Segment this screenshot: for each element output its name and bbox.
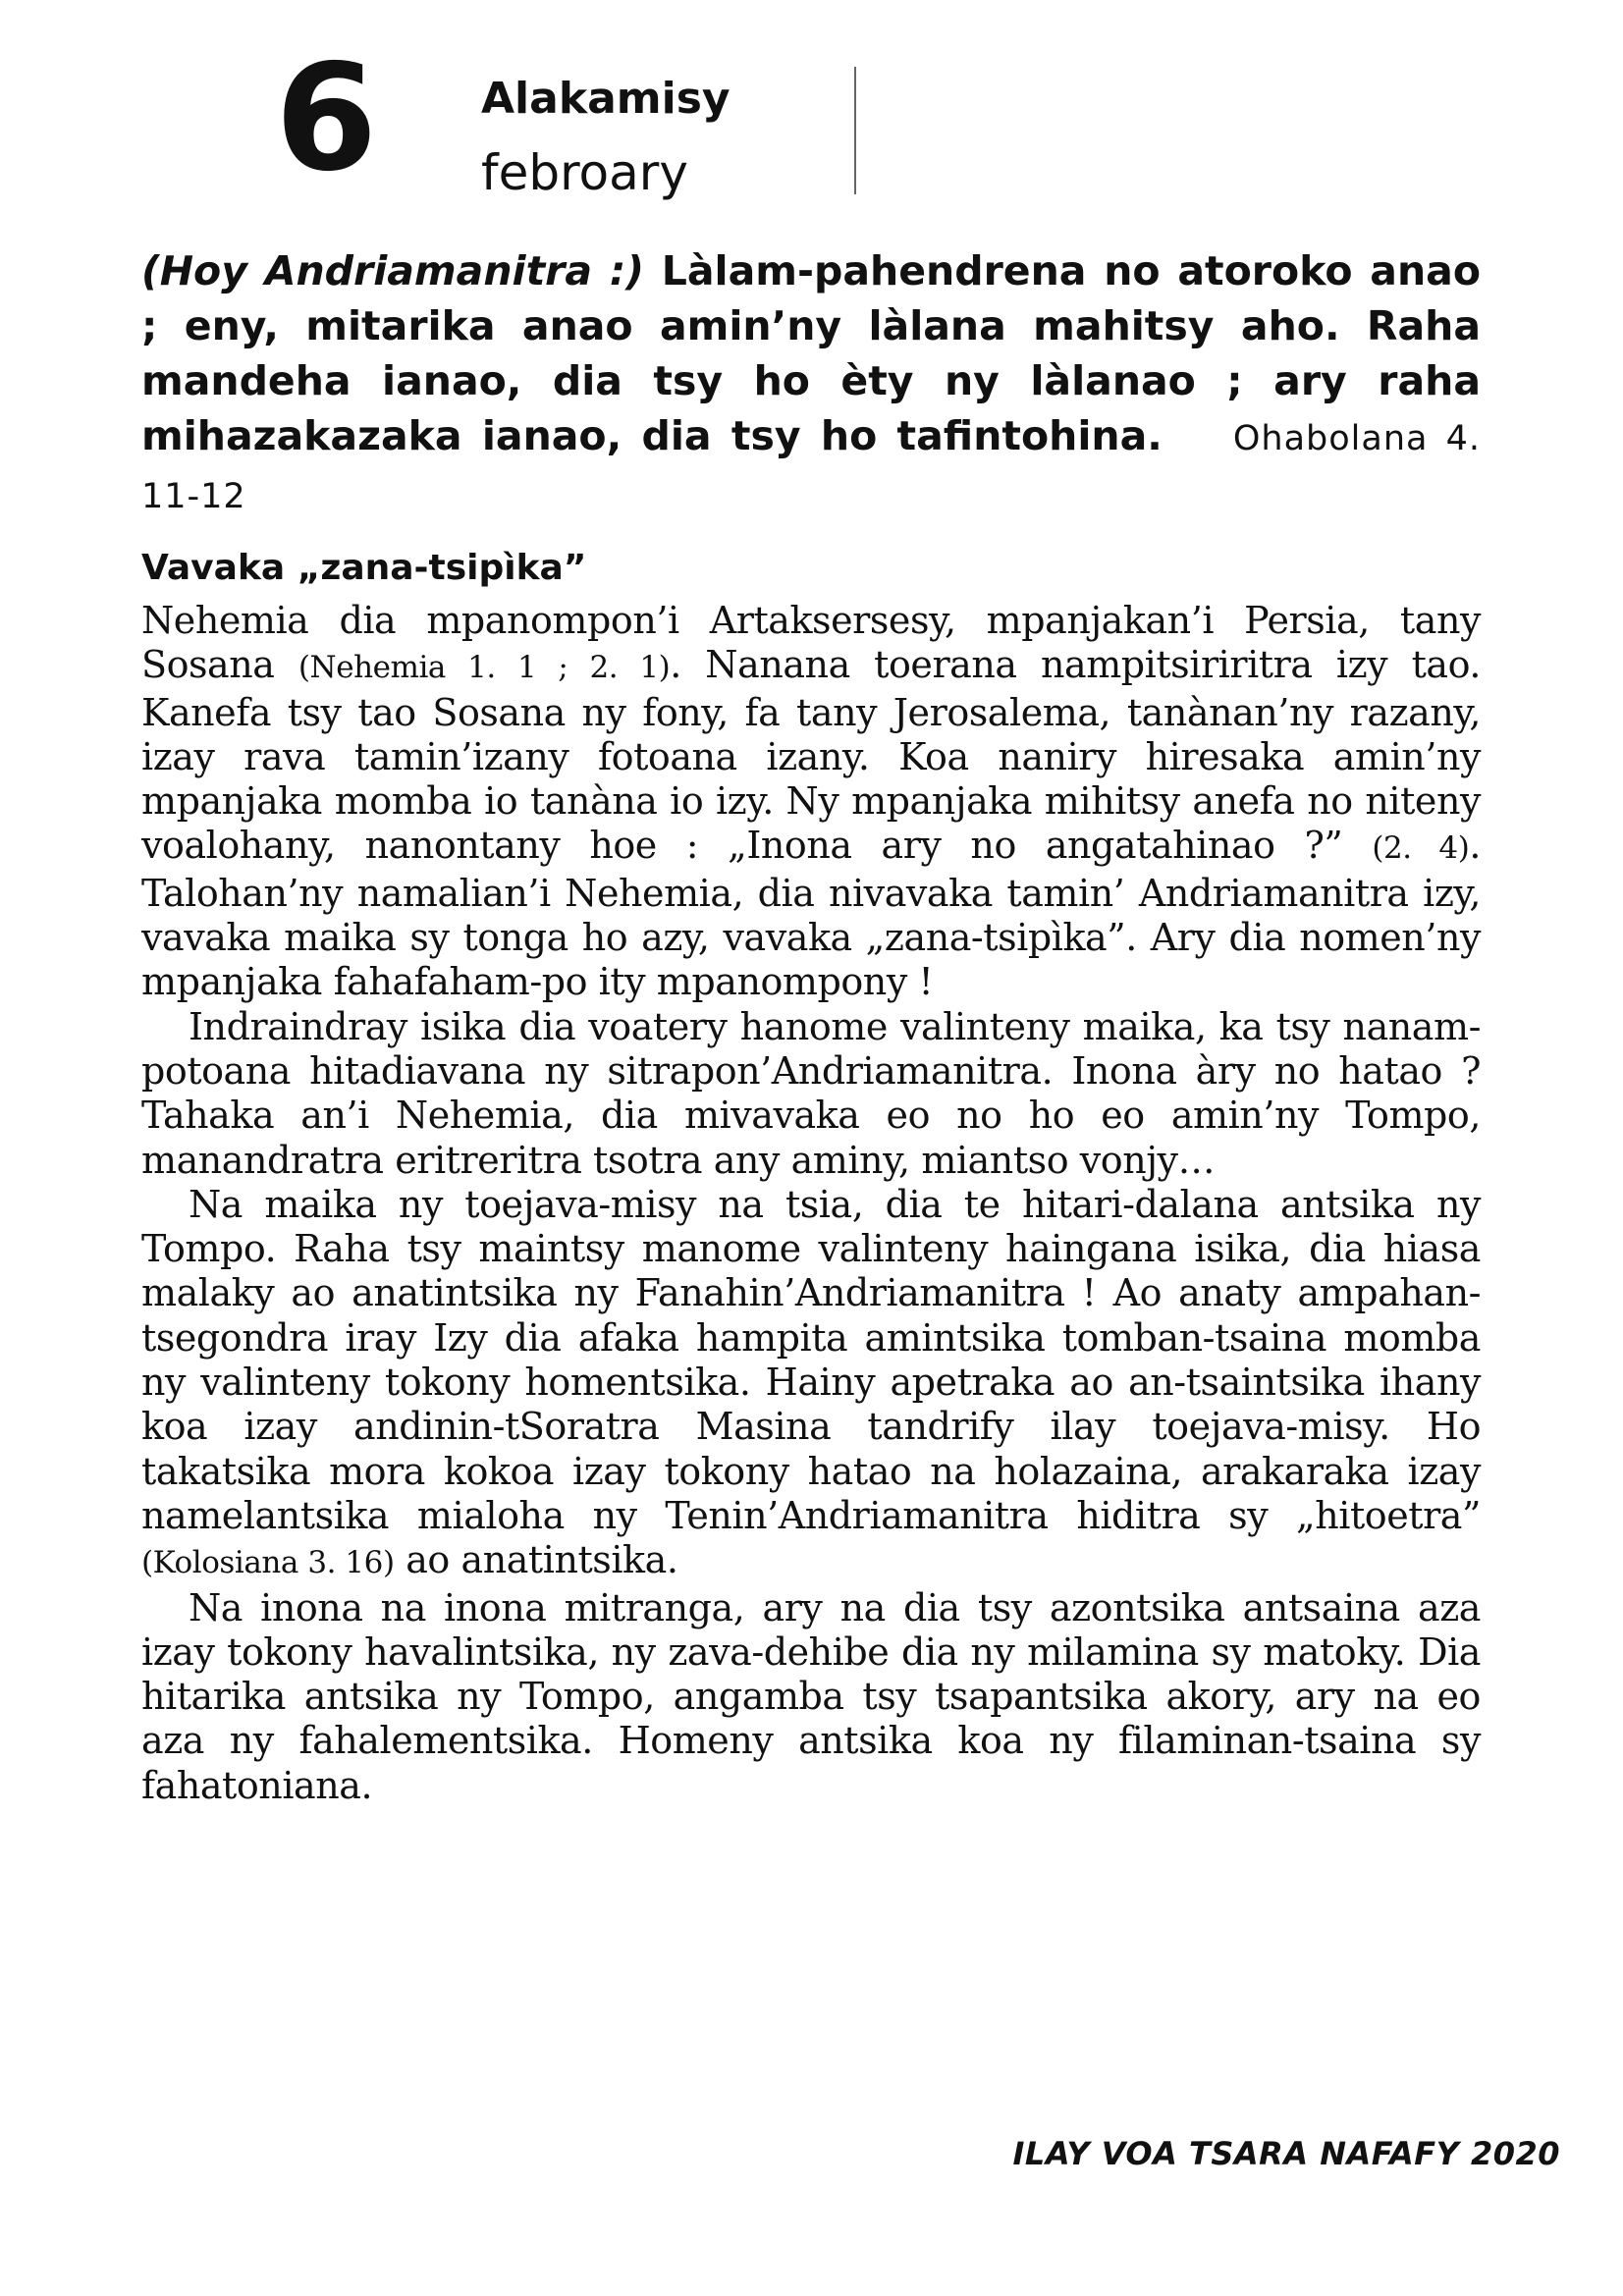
paragraph-2: Indraindray isika dia voatery hanome valinteny maika, ka tsy nanam-potoana hitadiavana ny sitrapon’Andriamanitra. Inona àry no hatao ? Tahaka an’i Nehemia, dia mivavaka eo no ho eo amin’ny Tompo, manandratra eritreritra tsotra any aminy, miantso vonjy…	[141, 1004, 1481, 1182]
day-number: 6	[275, 33, 374, 204]
verse-reference: Ohabolana 4. 11-12	[141, 419, 1482, 516]
paragraph-3	[141, 1183, 1481, 1586]
scripture-ref: (Nehemia 1. 1 ; 2. 1)	[298, 650, 671, 686]
paragraph-text: Na maika ny toejava-misy na tsia, dia te hitari-dalana antsika ny Tompo. Raha tsy maintsy manome valinteny haingana isika, dia hiasa malaky ao anatintsika ny Fanahin’Andriamanitra ! Ao anaty ampahan-tsegondra iray Izy dia afaka hampita amintsika tomban-tsaina momba ny valinteny tokony homentsika. Hainy apetraka ao an-tsaintsika ihany koa izay andinin-tSoratra Masina tandrify ilay toejava-misy. Ho takatsika mora kokoa izay tokony hatao na holazaina, arakaraka izay namelantsika mialoha ny Tenin’Andriamanitra hiditra sy „hitoetra”	[141, 1182, 1481, 1537]
weekday-label: Alakamisy	[481, 74, 730, 124]
paragraph-text: . Talohan’ny namalian’i Nehemia, dia nivavaka tamin’ Andriamanitra izy, vavaka maika sy tonga ho azy, vavaka „zana-tsipìka”. Ary dia nomen’ny mpanjaka fahafaham-po ity mpanompony !	[141, 824, 1481, 1004]
meditation-body	[141, 599, 1481, 1808]
scripture-ref: (2. 4)	[1372, 830, 1470, 867]
paragraph-text: Nehemia dia mpanompon’i Artaksersesy, mpanjakan’i Persia, tany Sosana	[141, 599, 1481, 687]
paragraph-4: Na inona na inona mitranga, ary na dia tsy azontsika antsaina aza izay tokony havalintsika, ny zava-dehibe dia ny milamina sy matoky. Dia hitarika antsika ny Tompo, angamba tsy tsapantsika akory, ary na eo aza ny fahalementsika. Homeny antsika koa ny filaminan-tsaina sy fahatoniana.	[141, 1585, 1481, 1807]
section-title: Vavaka „zana-tsipìka”	[141, 548, 587, 588]
footer-title: ILAY VOA TSARA NAFAFY 2020	[1012, 2135, 1560, 2172]
date-header	[275, 33, 884, 204]
paragraph-text: . Nanana toerana nampitsiriritra izy tao. Kanefa tsy tao Sosana ny fony, fa tany Jerosalema, tanànan’ny razany, izay rava tamin’izany fotoana izany. Koa naniry hiresaka amin’ny mpanjaka momba io tanàna io izy. Ny mpanjaka mihitsy anefa no niteny voalohany, nanontany hoe : „Inona ary no angatahinao ?”	[141, 643, 1481, 868]
verse-text: Làlam-pahendrena no atoroko anao ; eny, mitarika anao amin’ny làlana mahitsy aho. Raha mandeha ianao, dia tsy ho èty ny làlanao ; ary raha mihazakazaka ianao, dia tsy ho tafintohina.	[141, 247, 1481, 459]
scripture-ref: (Kolosiana 3. 16)	[141, 1545, 395, 1581]
verse-intro: (Hoy Andriamanitra :)	[141, 247, 644, 294]
daily-verse	[141, 243, 1481, 524]
paragraph-1	[141, 599, 1481, 1005]
month-label: febroary	[481, 144, 688, 201]
paragraph-text: ao anatintsika.	[394, 1538, 678, 1582]
header-divider	[854, 67, 856, 194]
